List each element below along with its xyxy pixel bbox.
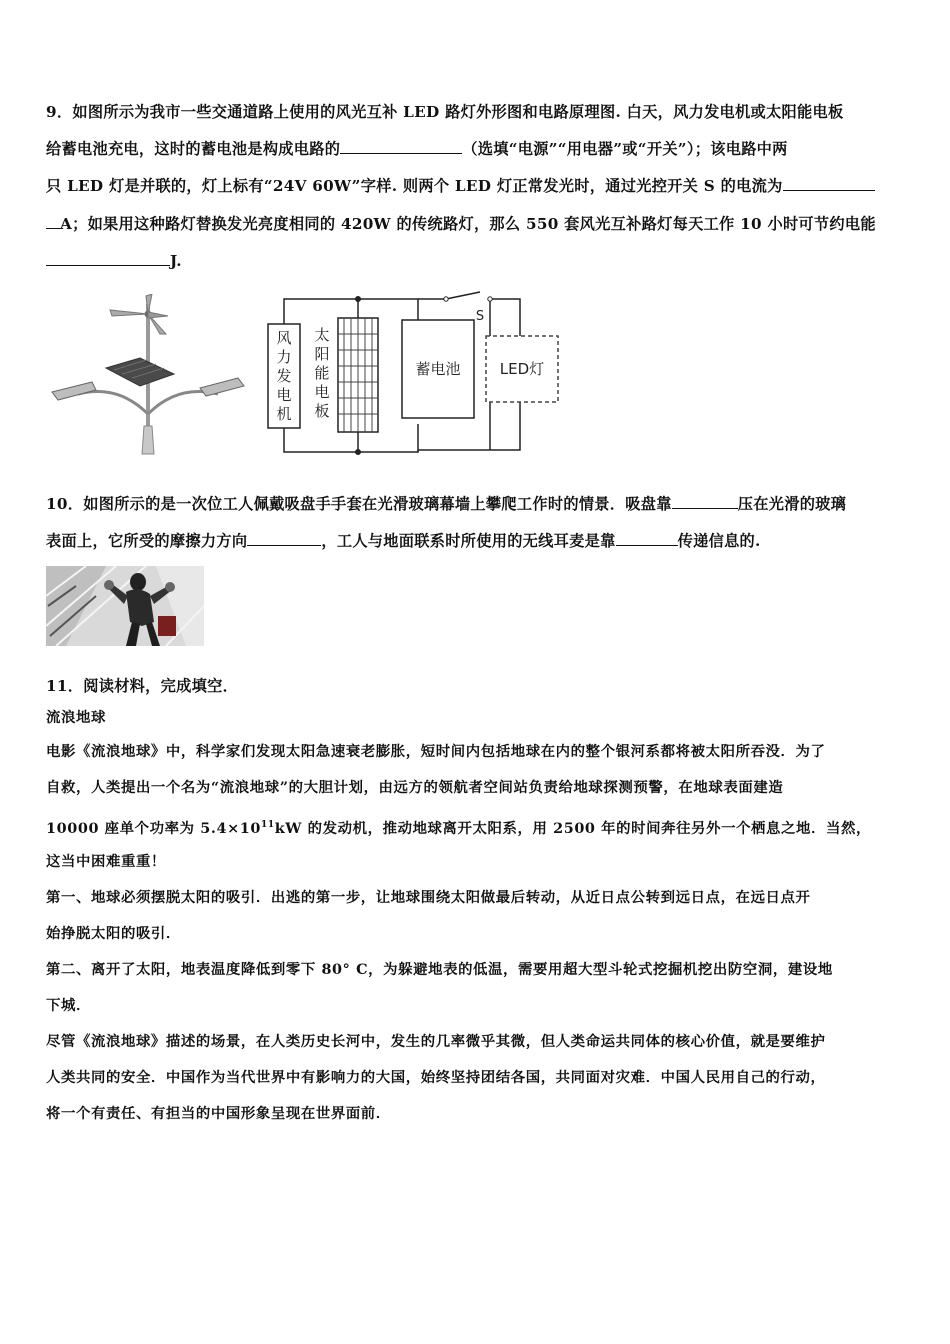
led-label: LED灯	[499, 360, 545, 378]
q11-passage-line-7: 第二、离开了太阳，地表温度降低到零下 80° C，为躲避地表的低温，需要用超大型斗轮式挖掘机挖出防空洞，建设地	[46, 961, 833, 978]
q10-line-2	[46, 531, 761, 551]
q9-line-3	[46, 176, 875, 196]
answer-blank-q9-2-cont[interactable]	[46, 214, 60, 229]
q10-line-2-text-a: 表面上，它所受的摩擦力方向	[46, 532, 248, 550]
circuit-diagram-figure	[258, 290, 568, 460]
q9-line-3-text: 只 LED 灯是并联的，灯上标有“24V 60W”字样. 则两个 LED 灯正常发光时，通过光控开关 S 的电流为	[46, 177, 783, 195]
solar-label-5: 板	[314, 402, 330, 420]
q11-passage-line-8: 下城．	[46, 997, 91, 1014]
q11-passage-line-5: 第一、地球必须摆脱太阳的吸引．出逃的第一步，让地球围绕太阳做最后转动，从近日点公转到远日点，在远日点开	[46, 889, 811, 906]
solar-label-1: 太	[314, 326, 330, 344]
q9-line-4	[46, 214, 876, 234]
q11-passage-line-9: 尽管《流浪地球》描述的场景，在人类历史长河中，发生的几率微乎其微，但人类命运共同体的核心价值，就是要维护	[46, 1033, 826, 1050]
q11-passage-line-3-a: 10000 座单个功率为 5.4×10	[46, 819, 261, 837]
answer-blank-q10-3[interactable]	[616, 531, 678, 546]
q11-passage-title: 流浪地球	[46, 709, 106, 726]
q11-passage-line-3	[46, 815, 871, 839]
wind-label-5: 机	[276, 405, 292, 423]
q11-passage-line-11: 将一个有责任、有担当的中国形象呈现在世界面前．	[46, 1105, 391, 1122]
wind-label-1: 风	[276, 329, 292, 347]
q11-exponent: 11	[260, 820, 275, 830]
solar-label-4: 电	[314, 383, 330, 401]
wind-label-3: 发	[276, 367, 292, 385]
q10-line-1	[46, 494, 846, 514]
wind-solar-street-lamp-figure	[48, 294, 248, 460]
solar-label-2: 阳	[314, 345, 330, 363]
q9-line-2	[46, 139, 788, 159]
battery-label: 蓄电池	[415, 360, 461, 378]
q10-line-2-text-b: ，工人与地面联系时所使用的无线耳麦是靠	[321, 532, 616, 550]
switch-label: S	[475, 309, 485, 324]
solar-panel-grid	[338, 318, 378, 432]
q9-line-2-text-b: （选填“电源”“用电器”或“开关”）；该电路中两	[462, 140, 788, 158]
solar-label-3: 能	[314, 364, 330, 382]
q10-line-1-text-a: 10．如图所示的是一次位工人佩戴吸盘手手套在光滑玻璃幕墙上攀爬工作时的情景．吸盘靠	[46, 495, 672, 513]
wind-label-2: 力	[276, 348, 292, 366]
q11-passage-line-2: 自救，人类提出一个名为“流浪地球”的大胆计划，由远方的领航者空间站负责给地球探测预警，在地球表面建造	[46, 779, 784, 796]
q11-passage-line-4: 这当中困难重重！	[46, 853, 166, 870]
q9-line-4-text: A；如果用这种路灯替换发光亮度相同的 420W 的传统路灯，那么 550 套风光互补路灯每天工作 10 小时可节约电能	[60, 215, 876, 233]
answer-blank-q9-1[interactable]	[340, 139, 462, 154]
answer-blank-q9-2[interactable]	[783, 176, 875, 191]
answer-blank-q9-3[interactable]	[46, 251, 170, 266]
q11-heading: 11．阅读材料，完成填空．	[46, 677, 239, 695]
q9-line-2-text-a: 给蓄电池充电，这时的蓄电池是构成电路的	[46, 140, 341, 158]
wind-label-4: 电	[276, 386, 292, 404]
q11-passage-line-10: 人类共同的安全．中国作为当代世界中有影响力的大国，始终坚持团结各国，共同面对灾难．中国人民用自己的行动，	[46, 1069, 826, 1086]
q9-line-5	[46, 251, 182, 271]
q10-line-1-text-b: 压在光滑的玻璃	[737, 495, 847, 513]
q11-passage-line-1: 电影《流浪地球》中，科学家们发现太阳急速衰老膨胀，短时间内包括地球在内的整个银河系都将被太阳所吞没．为了	[46, 743, 826, 760]
answer-blank-q10-1[interactable]	[672, 494, 738, 509]
q11-passage-line-3-b: kW 的发动机，推动地球离开太阳系，用 2500 年的时间奔往另外一个栖息之地．当然，	[274, 819, 871, 837]
glass-wall-climber-photo	[46, 566, 204, 646]
answer-blank-q10-2[interactable]	[247, 531, 321, 546]
q10-line-2-text-c: 传递信息的.	[677, 532, 761, 550]
q9-line-5-text: J.	[170, 252, 182, 270]
q11-passage-line-6: 始挣脱太阳的吸引．	[46, 925, 181, 942]
q9-line-1: 9．如图所示为我市一些交通道路上使用的风光互补 LED 路灯外形图和电路原理图. 白天，风力发电机或太阳能电板	[46, 103, 844, 121]
